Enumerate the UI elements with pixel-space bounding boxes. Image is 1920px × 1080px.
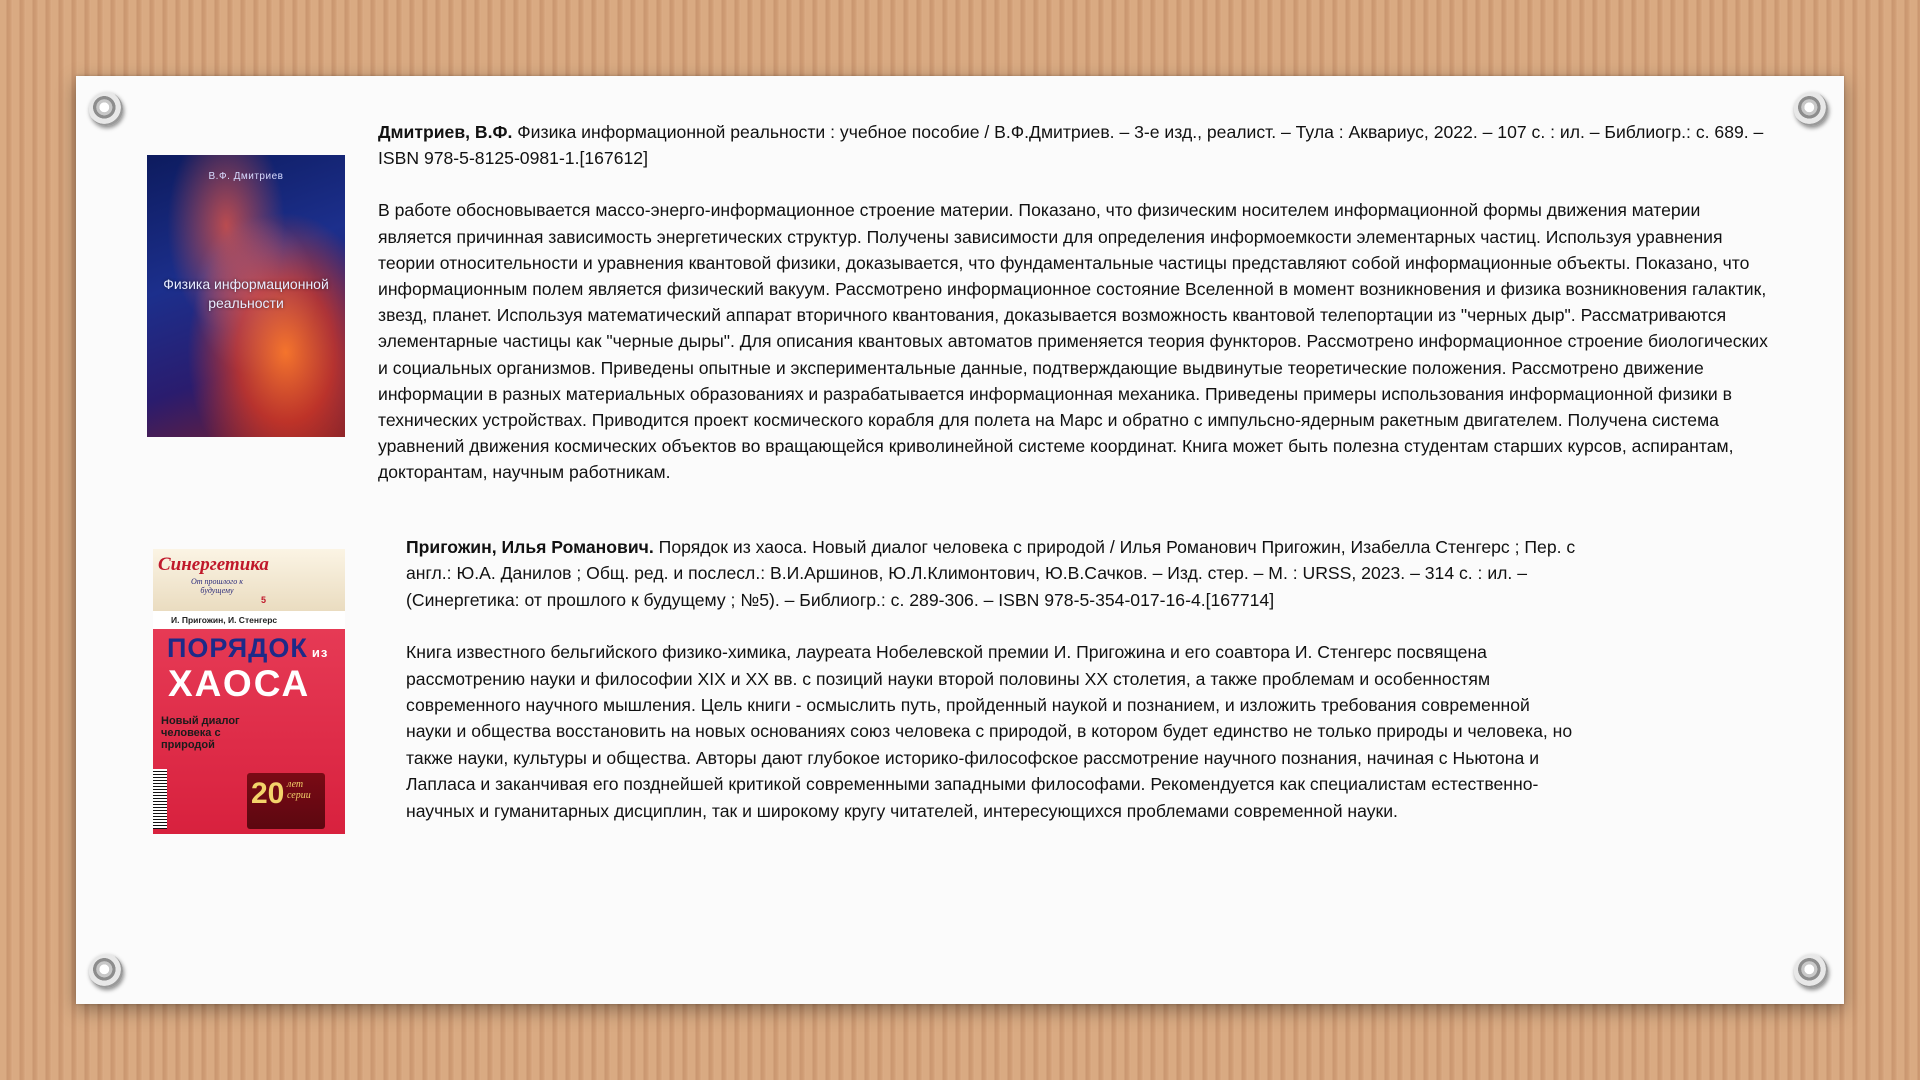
barcode-icon [153,769,167,829]
rivet-bottom-left-icon [89,954,123,988]
book-cover-1 [147,155,345,437]
anniversary-badge [247,773,325,829]
cover-title: Физика информационной реальности [163,276,329,311]
bibliographic-record [378,119,1768,171]
rivet-bottom-right-icon [1794,954,1828,988]
rivet-top-left-icon [89,92,123,126]
book-cover-2 [153,549,345,834]
cover-title-small: из [311,645,329,660]
badge-text: лет серии [287,779,311,801]
cover-author: В.Ф. Дмитриев [208,171,284,182]
cover-subtitle: Новый диалог человека с природой [161,715,240,751]
cover-title-line-2: ХАОСА [168,663,311,704]
cover-series-subtitle: От прошлого к будущему [190,577,244,595]
bibliographic-record [406,534,1578,613]
rivet-top-right-icon [1794,92,1828,126]
book-annotation: Книга известного бельгийского физико-химика, лауреата Нобелевской премии И. Пригожина и его соавтора И. Стенгерс посвящена рассмотрению науки и философии XIX и XX вв. с позиций науки второй половины XX столетия, а также проблемам и особенностям современного научного мышления. Цель книги - осмыслить путь, пройденный наукой и познанием, и изложить требования современной науки и общества восстановить на новых основаниях союз человека с природой, в котором будет единство не только природы и человека, но также науки, культуры и общества. Авторы дают глубокое историко-философское рассмотрение научного познания, начиная с Ньютона и Лапласа и заканчивая его позднейшей критикой современными западными философами. Рекомендуется как специалистам естественно-научных и гуманитарных дисциплин, так и широкому кругу читателей, интересующихся проблемами современной науки. [406,642,1573,821]
book-author: Пригожин, Илья Романович. [406,537,654,557]
book-annotation: В работе обосновывается массо-энерго-информационное строение материи. Показано, что физическим носителем информационной формы движения материи является причинная зависимость энергетических структур. Получены зависимости для определения информоемкости элементарных частиц. Используя уравнения теории относительности и уравнения квантовой физики, доказывается, что фундаментальные частицы представляют собой информационные объекты. Показано, что информационным полем является физический вакуум. Рассмотрено информационное состояние Вселенной в момент возникновения и физика возникновения галактик, звезд, планет. Используя математический аппарат вторичного квантования, доказывается возможность квантовой телепортации из "черных дыр". Рассматриваются элементарные частицы как "черные дыры". Для описания квантовых автоматов применяется теория функторов. Рассмотрено информационное строение биологических и социальных организмов. Приведены опытные и экспериментальные данные, подтверждающие выдвинутые теоретические положения. Рассмотрено движение информации в разных материальных образованиях и разрабатывается информационная механика. Приведены примеры использования информационной физики в технических устройствах. Приводится проект космического корабля для полета на Марс и обратно с импульсно-ядерным ракетным двигателем. Получена система уравнений движения космических объектов во вращающейся криволинейной системе координат. Книга может быть полезна студентам старших курсов, аспирантам, докторантам, научным работникам. [378,200,1768,483]
cover-main-panel [153,629,345,834]
book-citation: Порядок из хаоса. Новый диалог человека с природой / Илья Романович Пригожин, Изабелла Стенгерс ; Пер. с англ.: Ю.А. Данилов ; Общ. ред. и послесл.: В.И.Аршинов, Ю.Л.Климонтович, Ю.В.Сачков. – Изд. стер. – М. : URSS, 2023. – 314 с. : ил. – (Синергетика: от прошлого к будущему ; №5). – Библиогр.: с. 289-306. – ISBN 978-5-354-017-16-4.[167714] [406,537,1576,610]
cover-authors: И. Пригожин, И. Стенгерс [153,611,345,629]
cover-series-number: 5 [261,595,267,605]
badge-number: 20 [251,777,285,810]
book-citation: Физика информационной реальности : учебное пособие / В.Ф.Дмитриев. – 3-е изд., реалист. – Тула : Аквариус, 2022. – 107 с. : ил. – Библиогр.: с. 689. – ISBN 978-5-8125-0981-1.[167612] [378,122,1764,169]
cover-title-line-1 [167,633,328,664]
cover-series-title: Синергетика [158,554,269,575]
cover-title-word: ПОРЯДОК [167,633,308,663]
book-entry-1 [378,119,1768,486]
book-author: Дмитриев, В.Ф. [378,122,513,142]
book-entry-2 [406,534,1578,824]
